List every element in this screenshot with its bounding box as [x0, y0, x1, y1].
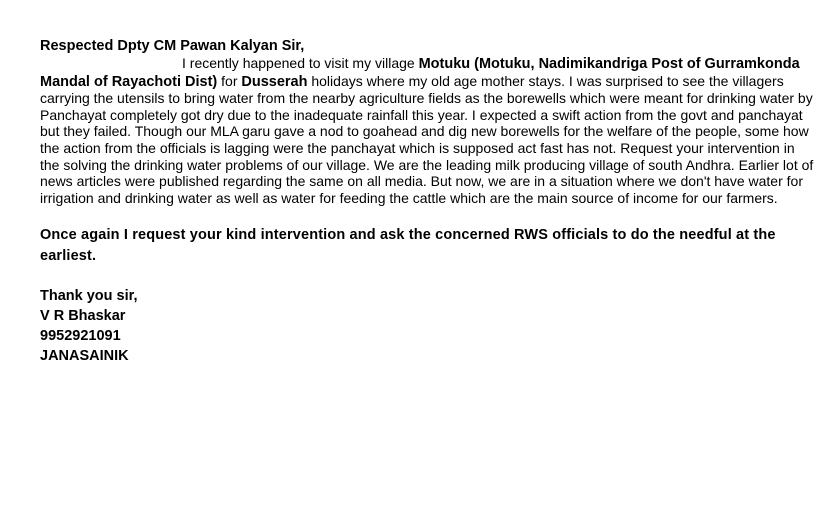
- body-for: for: [217, 72, 242, 89]
- signoff: [40, 286, 816, 366]
- letter: [40, 37, 816, 366]
- salutation: Respected Dpty CM Pawan Kalyan Sir,: [40, 38, 305, 54]
- festival-name: Dusserah: [241, 73, 308, 90]
- body-rest: holidays where my old age mother stays. I was surprised to see the villagers carrying the utensils to bring water from the nearby agriculture fields as the borewells which were meant for drinking water by Panchayat completely got dry due to the inadequate rainfall this year. I expected a swift action from the govt and panchayat but they failed. Though our MLA garu gave a nod to goahead and dig new borewells for the welfare of the people, some how the action from the officials is lagging were the panchayat which is supposed act fast has not. Request your intervention in the solving the drinking water problems of our village. We are the leading milk producing village of south Andhra. Earlier lot of news articles were published regarding the same on all media. But now, we are in a situation where we don't have water for irrigation and drinking water as well as water for feeding the cattle which are the main source of income for our farmers.: [40, 72, 814, 206]
- request-paragraph: Once again I request your kind intervention and ask the concerned RWS officials to do the needful at the earliest.: [40, 227, 776, 265]
- sender-name: V R Bhaskar: [40, 308, 126, 325]
- letter-body: [40, 55, 816, 206]
- sender-affiliation: JANASAINIK: [40, 348, 129, 365]
- body-intro: I recently happened to visit my village: [182, 55, 419, 71]
- sender-phone: 9952921091: [40, 328, 121, 345]
- closing-thanks: Thank you sir,: [40, 288, 138, 305]
- village-name: Motuku (Motuku, Nadimikandriga Post of Gurramkonda Mandal of Rayachoti Dist): [40, 56, 800, 90]
